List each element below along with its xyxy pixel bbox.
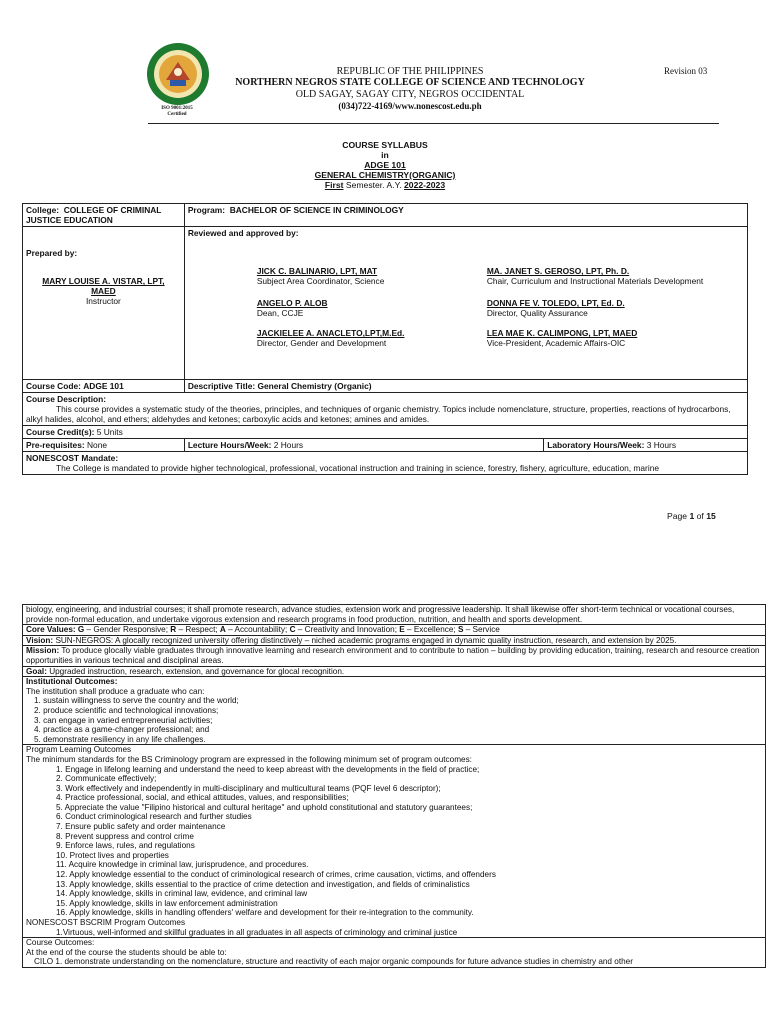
list-item: 11. Acquire knowledge in criminal law, jurisprudence, and procedures. [56, 860, 309, 870]
approver-2 [487, 266, 703, 286]
course-code-value: ADGE 101 [83, 381, 124, 391]
course-credits-cell [23, 426, 748, 439]
list-item: 1. Engage in lifelong learning and understand the need to keep abreast with the developments in the field of practice; [56, 764, 480, 774]
approver-name: JACKIELEE A. ANACLETO,LPT,M.Ed. [256, 328, 405, 338]
table-row [23, 452, 748, 475]
institutional-outcomes-cell [23, 677, 766, 745]
table-row [23, 605, 766, 625]
prerequisites-label: Pre-requisites: [26, 440, 85, 450]
list-item: 13. Apply knowledge, skills essential to the practice of crime detection and investigation, and fields of criminalistics [56, 879, 470, 889]
list-item: 3. can engage in varied entrepreneurial activities; [34, 715, 213, 725]
core-value-text: – Excellence; [404, 625, 458, 635]
header-divider [148, 123, 719, 124]
core-value-text: – Service [463, 625, 500, 635]
table-row [23, 677, 766, 745]
mandate-label: NONESCOST Mandate: [26, 453, 119, 463]
core-values-label: Core Values: [26, 625, 76, 635]
program-value: BACHELOR OF SCIENCE IN CRIMINOLOGY [229, 205, 404, 215]
preparer-name: MARY LOUISE A. VISTAR, LPT, MAED [42, 276, 165, 296]
college-contact: (034)722-4169/www.nonescost.edu.ph [338, 101, 482, 111]
approver-3 [257, 298, 328, 318]
reviewed-approved-label: Reviewed and approved by: [187, 228, 299, 238]
course-code-cell [23, 380, 185, 393]
prepared-by-label: Prepared by: [26, 248, 78, 258]
core-value-text: – Gender Responsive; [84, 625, 171, 635]
page-gap [0, 560, 768, 604]
goal-cell [23, 666, 766, 677]
course-code-title: ADGE 101 [364, 160, 406, 170]
list-item: 4. practice as a game-changer professional; and [34, 725, 210, 735]
list-item: 8. Prevent suppress and control crime [56, 831, 194, 841]
goal-text: Upgraded instruction, research, extension, and governance for glocal recognition. [49, 666, 345, 676]
list-item: CILO 1. demonstrate understanding on the nomenclature, structure and reactivity of each major organic compounds for future advance studies in chemistry and other [34, 957, 633, 967]
syllabus-in: in [381, 150, 389, 160]
course-description-text: This course provides a systematic study of the theories, principles, and techniques of organic chemistry. Topics include nomenclature, structure, properties, reactions of hydrocarbons, alkyl halides, alcohol, and ethers; aldehydes and ketones; carboxylic acids and ketones; amines and amides. [26, 404, 731, 424]
table-row [23, 666, 766, 677]
college-label: College: [26, 205, 60, 215]
core-value-letter: S [457, 625, 464, 635]
list-item: 1.Virtuous, well-informed and skillful graduates in all graduates in all aspects of criminology and criminal justice [56, 927, 458, 937]
course-outcomes-intro: At the end of the course the students should be able to: [26, 947, 227, 957]
mission-text: To produce glocally viable graduates through innovative learning and research environment and to contribute to nation – building by providing education, training, research and resource creation opportunities in various technical and disciplinal areas. [26, 646, 760, 665]
approver-role: Subject Area Coordinator, Science [256, 276, 385, 286]
page-total: 15 [706, 511, 716, 521]
institutional-outcomes-label: Institutional Outcomes: [26, 677, 118, 687]
lab-hours-label: Laboratory Hours/Week: [547, 440, 645, 450]
approver-name: DONNA FE V. TOLEDO, LPT, Ed. D. [486, 298, 625, 308]
list-item: 3. Work effectively and independently in multi-disciplinary and multicultural teams (PQF level 6 descriptor); [56, 783, 441, 793]
program-outcomes-intro: The minimum standards for the BS Criminology program are expressed in the following minimum set of program outcomes: [26, 754, 472, 764]
iso-standard: ISO 9001:2015 [161, 106, 193, 111]
course-credits-value: 5 Units [96, 427, 123, 437]
iso-certification-text [150, 106, 204, 118]
lab-hours-value: 3 Hours [646, 440, 677, 450]
approver-5 [257, 328, 405, 348]
table-row [23, 380, 748, 393]
list-item: 15. Apply knowledge, skills in law enforcement administration [56, 898, 278, 908]
core-value-text: – Accountability; [225, 625, 290, 635]
reviewed-approved-cell [184, 227, 747, 380]
bscrim-outcomes-label: NONESCOST BSCRIM Program Outcomes [26, 918, 186, 927]
program-outcomes-cell [23, 745, 766, 938]
list-item: 10. Protect lives and properties [56, 850, 169, 860]
program-label: Program: [187, 205, 226, 215]
list-item: 9. Enforce laws, rules, and regulations [56, 841, 195, 851]
table-row [23, 646, 766, 666]
core-value-letter: A [219, 625, 226, 635]
core-value-text: – Respect; [176, 625, 220, 635]
course-info-table [22, 203, 748, 475]
syllabus-title: COURSE SYLLABUS [342, 140, 428, 150]
lecture-hours-cell [184, 439, 543, 452]
approver-role: Chair, Curriculum and Instructional Materials Development [486, 276, 704, 286]
core-value-letter: R [170, 625, 177, 635]
approver-name: JICK C. BALINARIO, LPT, MAT [256, 266, 378, 276]
prerequisites-value: None [86, 440, 108, 450]
mandate-text-continued: biology, engineering, and industrial courses; it shall promote research, advance studies, extension work and progressive leadership. It shall likewise offer short-term technical or vocational courses, provide non-formal education, and undertake vigorous extension and research programs in food production, nutrition, and health and sports development. [26, 605, 735, 624]
descriptive-title-value: General Chemistry (Organic) [257, 381, 372, 391]
table-row [23, 439, 748, 452]
list-item: 14. Apply knowledge, skills in criminal law, evidence, and criminal law [56, 889, 308, 899]
goal-label: Goal: [26, 666, 47, 676]
course-description-label: Course Description: [26, 394, 107, 404]
approver-6 [487, 328, 637, 348]
course-credits-label: Course Credit(s): [26, 427, 95, 437]
list-item: 12. Apply knowledge essential to the conduct of criminological research of crimes, crime causation, victims, and offenders [56, 870, 496, 880]
list-item: 6. Conduct criminological research and further studies [56, 812, 252, 822]
mandate-cell [23, 452, 748, 475]
college-address: OLD SAGAY, SAGAY CITY, NEGROS OCCIDENTAL [295, 89, 525, 100]
approver-role: Director, Quality Assurance [486, 308, 588, 318]
syllabus-title-block [200, 140, 570, 190]
core-value-text: – Creativity and Innovation; [295, 625, 400, 635]
table-row [23, 204, 748, 227]
course-name-title: GENERAL CHEMISTRY(ORGANIC) [314, 170, 456, 180]
table-row [23, 426, 748, 439]
descriptive-title-label: Descriptive Title: [187, 381, 256, 391]
college-name-heading: NORTHERN NEGROS STATE COLLEGE OF SCIENCE AND TECHNOLOGY [235, 77, 585, 88]
course-code-label: Course Code: [26, 381, 81, 391]
approvers-block [185, 239, 747, 369]
semester-rest: Semester. A.Y. [343, 180, 405, 190]
course-description-cell [23, 393, 748, 426]
core-value-letter: G [77, 625, 85, 635]
page-number [667, 511, 716, 521]
lecture-hours-label: Lecture Hours/Week: [187, 440, 272, 450]
core-value-letter: E [399, 625, 405, 635]
table-row [23, 635, 766, 646]
prepared-by-cell [23, 227, 185, 380]
course-outcomes-cell [23, 938, 766, 968]
college-cell [23, 204, 185, 227]
table-row [23, 227, 748, 380]
college-value: COLLEGE OF CRIMINAL JUSTICE EDUCATION [26, 205, 162, 225]
iso-certified: Certified [167, 112, 187, 117]
list-item: 2. produce scientific and technological innovations; [34, 705, 219, 715]
list-item: 16. Apply knowledge, skills in handling offenders' welfare and development for their re-integration to the community. [56, 908, 474, 918]
approver-name: LEA MAE K. CALIMPONG, LPT, MAED [486, 328, 638, 338]
approver-4 [487, 298, 625, 318]
mission-cell [23, 646, 766, 666]
vision-label: Vision: [26, 635, 54, 645]
republic-heading: REPUBLIC OF THE PHILIPPINES [336, 66, 484, 77]
table-row [23, 393, 748, 426]
revision-label: Revision 03 [664, 66, 708, 76]
semester-line [200, 180, 570, 190]
table-row [23, 938, 766, 968]
preparer-role: Instructor [85, 296, 121, 306]
academic-year: 2022-2023 [404, 180, 446, 190]
list-item: 7. Ensure public safety and order maintenance [56, 822, 226, 832]
prerequisites-cell [23, 439, 185, 452]
page-prefix: Page [667, 511, 690, 521]
vision-cell [23, 635, 766, 646]
page-current: 1 [689, 511, 695, 521]
mandate-continuation-cell [23, 605, 766, 625]
table-row [23, 625, 766, 636]
descriptive-title-cell [184, 380, 747, 393]
semester-word: First [324, 180, 344, 190]
approver-role: Dean, CCJE [256, 308, 304, 318]
course-outcomes-label: Course Outcomes: [26, 938, 95, 948]
approver-name: ANGELO P. ALOB [256, 298, 328, 308]
table-row [23, 745, 766, 938]
approver-name: MA. JANET S. GEROSO, LPT, Ph. D. [486, 266, 630, 276]
program-cell [184, 204, 747, 227]
mission-label: Mission: [26, 646, 60, 656]
approver-role: Vice-President, Academic Affairs-OIC [486, 338, 626, 348]
list-item: 5. Appreciate the value "Filipino historical and cultural heritage" and uphold constitutional and statutory guarantees; [56, 802, 473, 812]
lecture-hours-value: 2 Hours [273, 440, 304, 450]
institutional-outcomes-intro: The institution shall produce a graduate who can: [26, 686, 205, 696]
core-values-cell [23, 625, 766, 636]
institution-table [22, 604, 766, 968]
lab-hours-cell [544, 439, 748, 452]
list-item: 1. sustain willingness to serve the country and the world; [34, 696, 239, 706]
page-of: of [694, 511, 707, 521]
mandate-text: The College is mandated to provide higher technological, professional, vocational instruction and training in science, forestry, fishery, agriculture, education, marine [56, 463, 660, 473]
core-value-letter: C [289, 625, 296, 635]
approver-1 [257, 266, 385, 286]
syllabus-page-2 [0, 604, 768, 1024]
approver-role: Director, Gender and Development [256, 338, 387, 348]
list-item: 2. Communicate effectively; [56, 774, 157, 784]
list-item: 5. demonstrate resiliency in any life challenges. [34, 734, 206, 744]
vision-text: SUN-NEGROS: A glocally recognized university offering distinctively – niched academic programs engaged in dynamic quality instruction, research, and extension by 2025. [55, 635, 677, 645]
list-item: 4. Practice professional, social, and ethical attitudes, values, and responsibilities; [56, 793, 349, 803]
program-outcomes-label: Program Learning Outcomes [26, 745, 132, 755]
